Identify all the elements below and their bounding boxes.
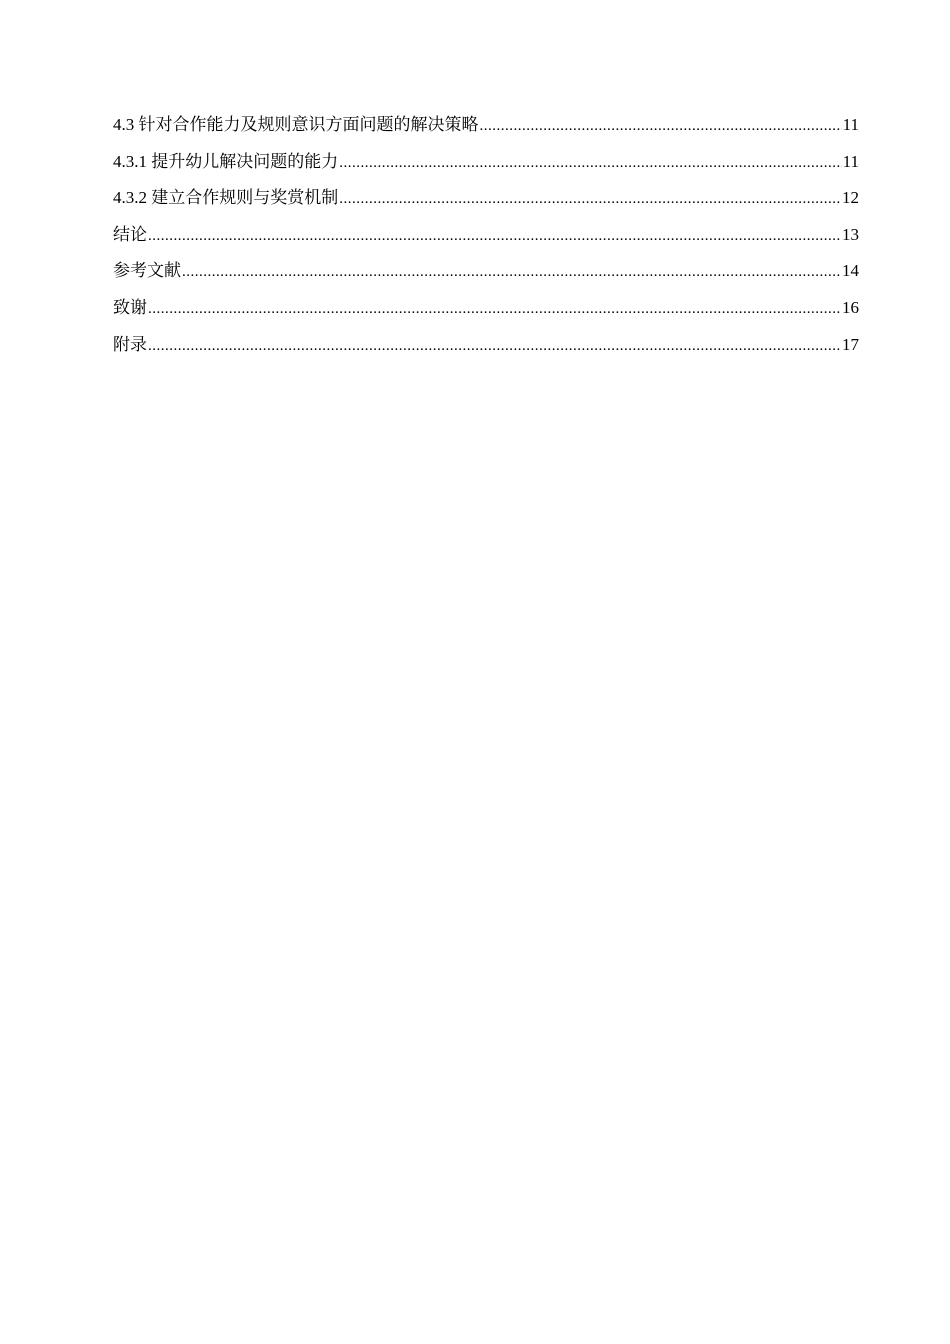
toc-entry-title: 4.3 针对合作能力及规则意识方面问题的解决策略 [113,115,479,134]
toc-dot-leader [182,260,841,284]
toc-entry-title: 附录 [113,334,147,354]
toc-entry-page: 14 [842,261,859,281]
toc-entry[interactable] [113,259,859,296]
toc-dot-leader [339,187,841,211]
toc-dot-leader [339,151,841,175]
toc-entry[interactable] [113,186,859,223]
toc-entry-page: 13 [842,224,859,244]
toc-dot-leader [148,297,841,321]
toc-entry-page: 12 [842,188,859,208]
toc-entry[interactable] [113,223,859,260]
toc-dot-leader [480,114,842,138]
toc-entry-page: 11 [842,115,859,134]
toc-entry[interactable] [113,150,859,187]
toc-entry-page: 16 [842,297,859,317]
toc-entry-title: 结论 [113,224,147,244]
toc-entry-title: 参考文献 [113,261,181,281]
toc-entry-title: 4.3.1 提升幼儿解决问题的能力 [113,151,339,171]
toc-entry[interactable] [113,113,859,150]
toc-entry-page: 17 [842,334,859,354]
toc-dot-leader [148,334,841,358]
table-of-contents [113,113,859,369]
toc-entry-title: 致谢 [113,297,147,317]
toc-entry[interactable] [113,333,859,370]
toc-entry-page: 11 [842,151,859,171]
toc-entry[interactable] [113,296,859,333]
toc-dot-leader [148,224,841,248]
toc-entry-title: 4.3.2 建立合作规则与奖赏机制 [113,188,339,208]
